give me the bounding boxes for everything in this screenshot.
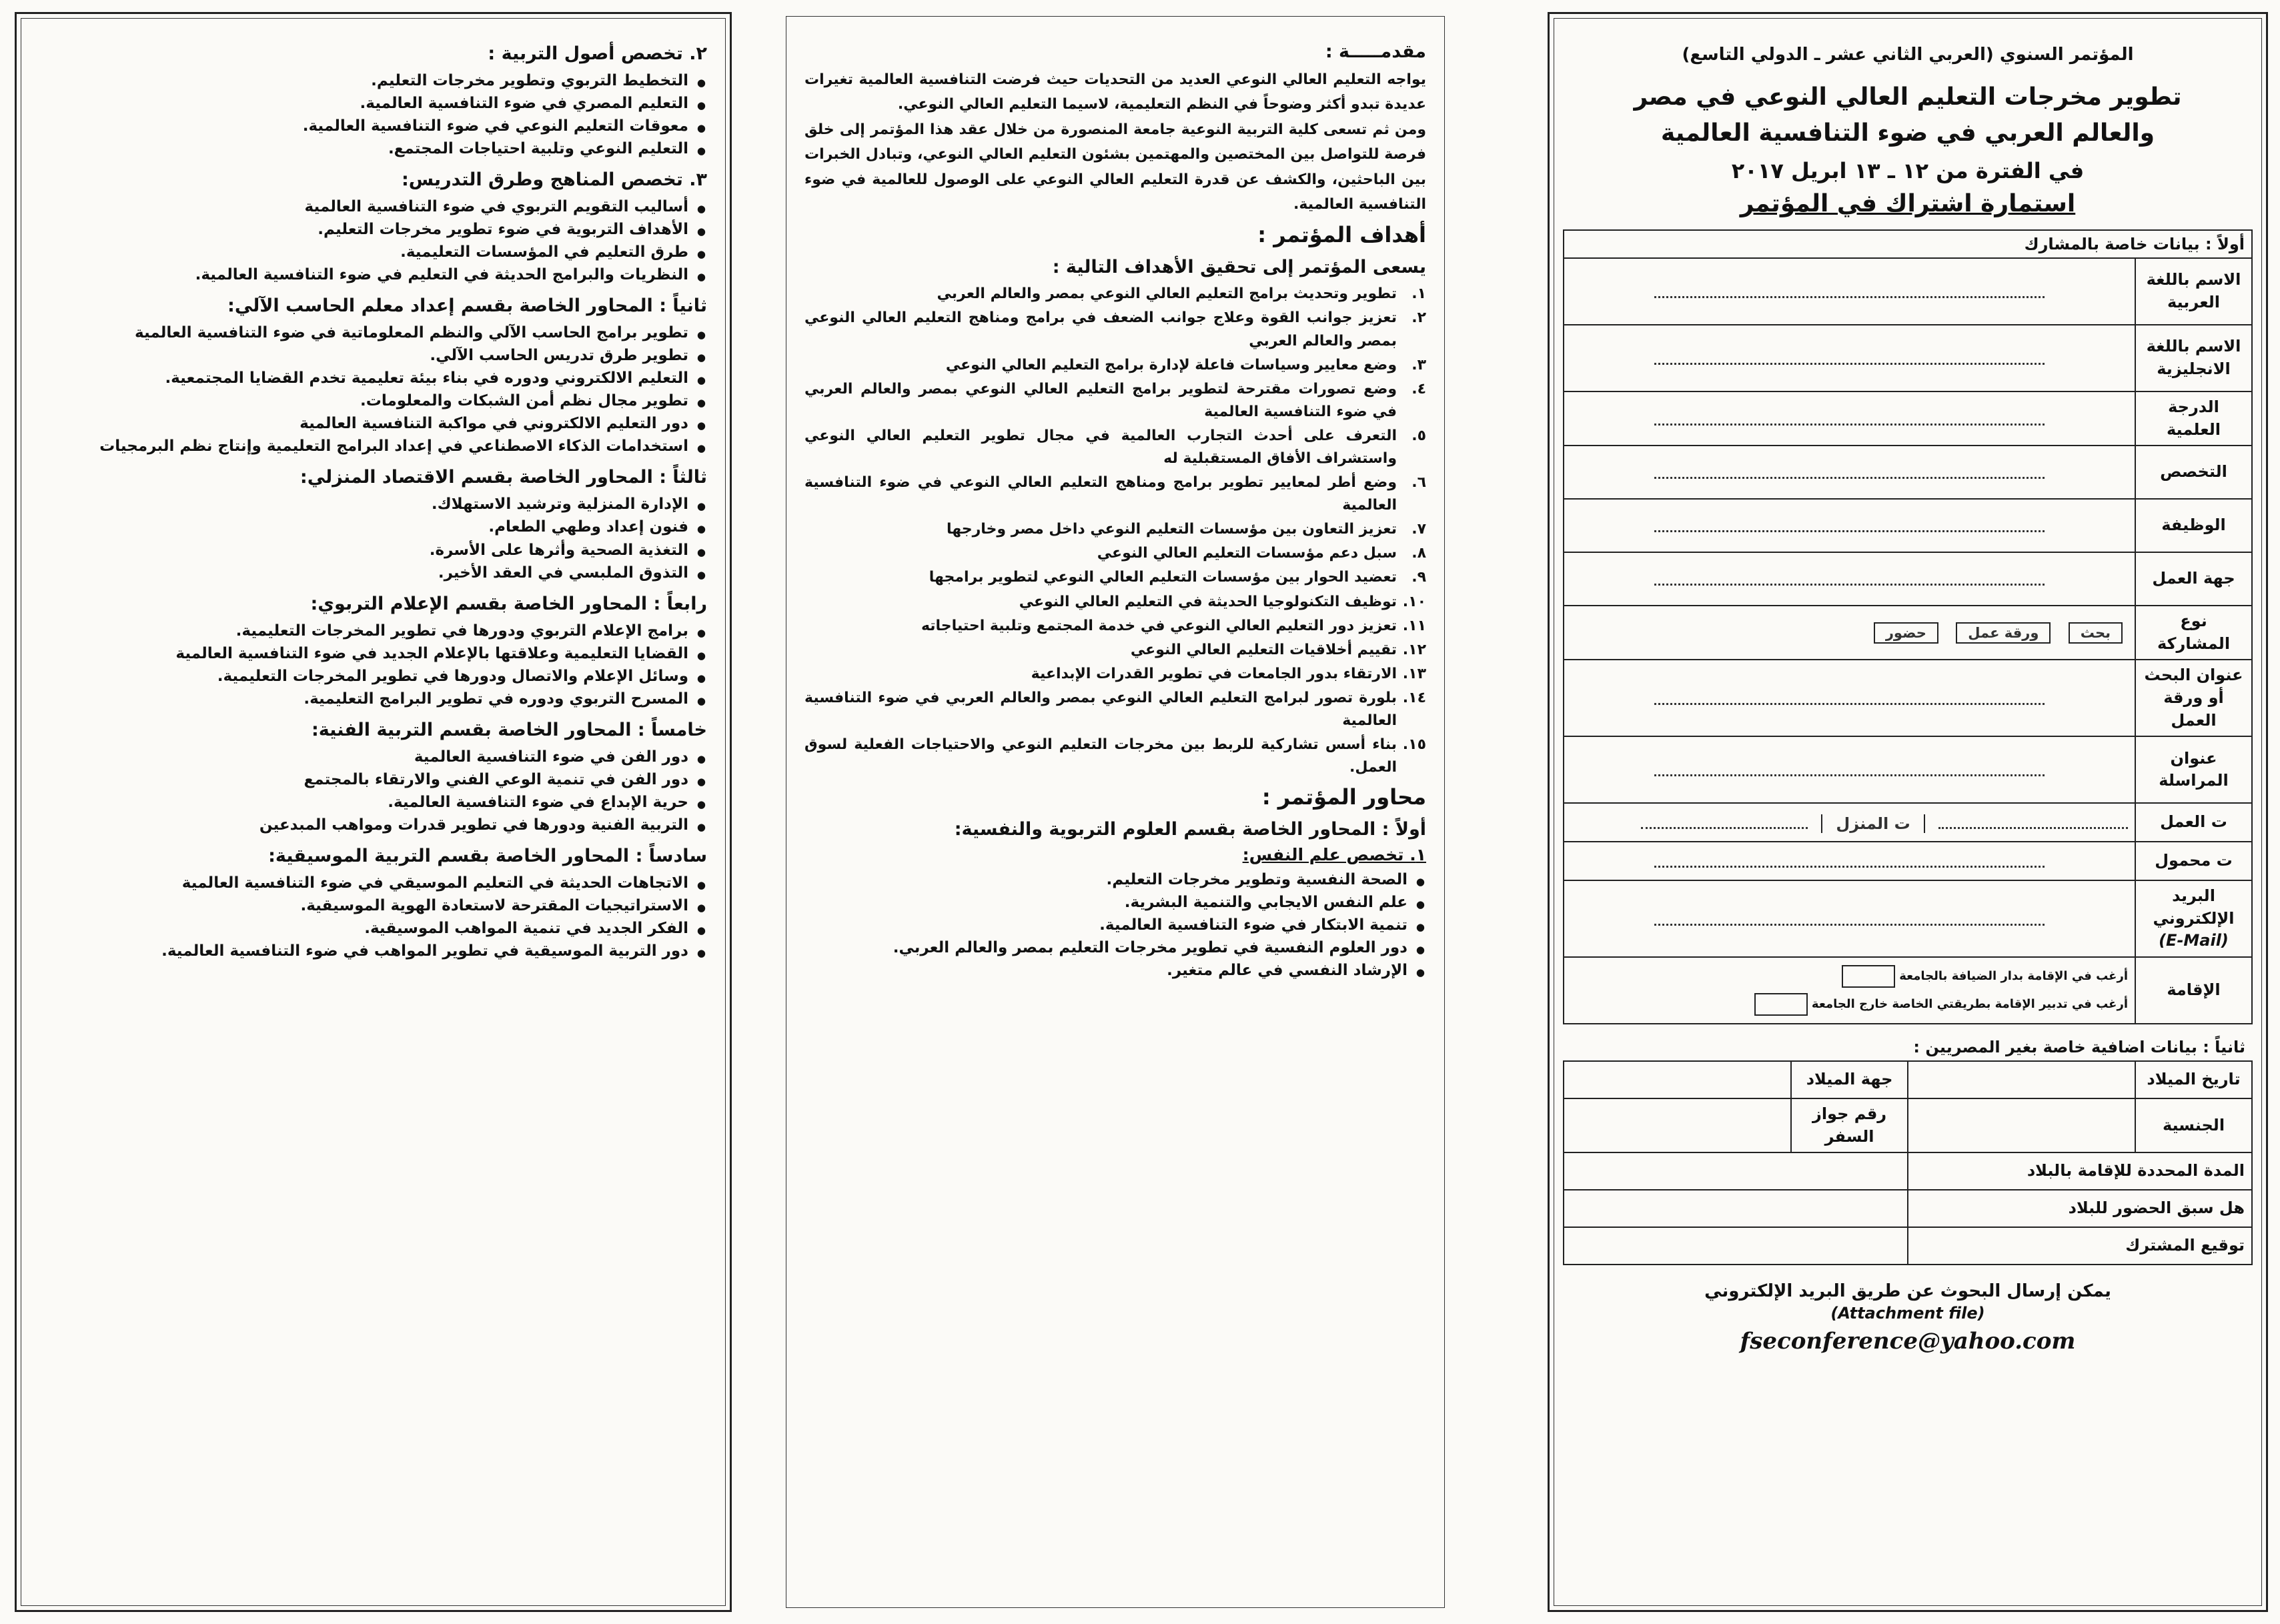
goal-text: تعزيز التعاون بين مؤسسات التعليم النوعي داخل مصر وخارجها [946,521,1397,538]
list-item: ● دور الفن في تنمية الوعي الفني والارتقاء بالمجتمع [39,768,707,791]
goal-number: ٧. [1411,521,1426,538]
list-item: ● التعليم الالكتروني ودوره في بناء بيئة تعليمية تخدم القضايا المجتمعية. [39,367,707,389]
goal-number: ١١. [1402,617,1426,634]
signature-field[interactable] [1564,1227,1908,1265]
accommodation-checkbox-1[interactable] [1842,965,1895,988]
accommodation-options [1564,957,2135,1024]
accommodation-option-1: أرغب في الإقامة بدار الضيافة بالجامعة [1899,968,2128,983]
specialty-field[interactable] [1564,446,2135,499]
intro-paragraph: ومن ثم تسعى كلية التربية النوعية جامعة المنصورة من خلال عقد هذا المؤتمر إلى خلق فرصة للتواصل بين المختصين والمهتمين بشئون التعليم العالي النوعي، وتبادل الخبرات بين الباحثين، والكشف عن قدرة التعليم العالي النوعي على الوصول للعالمية في ضوء التنافسية العالمية. [804,121,1426,213]
list-item: ● تطوير برامج الحاسب الآلي والنظم المعلوماتية في ضوء التنافسية العالمية [39,321,707,344]
list-item: ● وسائل الإعلام والاتصال ودورها في تطوير المخرجات التعليمية. [39,665,707,688]
field-label: الاسم باللغة العربية [2135,258,2252,325]
phones-field[interactable] [1564,803,2135,842]
list-item: ● النظريات والبرامج الحديثة في التعليم في ضوء التنافسية العالمية. [39,263,707,286]
list-item: ● القضايا التعليمية وعلاقتها بالإعلام الجديد في ضوء التنافسية العالمية [39,642,707,665]
intro-title: مقدمـــــة : [1325,41,1426,62]
goal-text: التعرف على أحدث التجارب العالمية في مجال تطوير التعليم العالي النوعي واستشراف الأفاق المستقبلية له [804,427,1397,467]
paper-title-field[interactable] [1564,660,2135,736]
goal-text: وضع تصورات مقترحة لتطوير برامج التعليم العالي النوعي بمصر والعالم العربي في ضوء التنافسية العالمية [804,380,1397,420]
email-label: البريد الإلكتروني [2153,886,2235,928]
goal-text: تعضيد الحوار بين مؤسسات التعليم العالي النوعي لتطوير برامجها [929,569,1397,586]
goal-item [804,472,1426,517]
mobile-field[interactable] [1564,842,2135,880]
email-field[interactable] [1564,880,2135,957]
goal-item [804,283,1426,305]
goal-number: ١٣. [1402,665,1426,682]
middle-panel [782,12,1449,1612]
section-title: ٢. تخصص أصول التربية : [488,43,707,64]
list-item: ● طرق التعليم في المؤسسات التعليمية. [39,241,707,263]
right-panel [1548,12,2268,1612]
option-workpaper[interactable]: ورقة عمل [1956,622,2051,644]
goal-number: ٥. [1411,427,1426,444]
conference-title-line: والعالم العربي في ضوء التنافسية العالمية [1660,119,2155,147]
list-item: ● الاتجاهات الحديثة في التعليم الموسيقي في ضوء التنافسية العالمية [39,872,707,894]
field-label: رقم جواز السفر [1791,1098,1908,1152]
footer [1563,1281,2253,1355]
goal-item [804,518,1426,541]
field-label: الإقامة [2135,957,2252,1024]
goal-number: ٢. [1411,309,1426,327]
goal-text: تطوير وتحديث برامج التعليم العالي النوعي بمصر والعالم العربي [937,285,1397,303]
list-item: ● برامج الإعلام التربوي ودورها في تطوير المخرجات التعليمية. [39,620,707,642]
list-item: ● الإرشاد النفسي في عالم متغير. [804,959,1426,982]
participation-type-options[interactable] [1564,606,2135,660]
option-research[interactable]: بحث [2069,622,2123,644]
list-item: ● الفكر الجديد في تنمية المواهب الموسيقية. [39,917,707,940]
section-title: سادساً : المحاور الخاصة بقسم التربية الموسيقية: [268,845,707,866]
home-phone-label: ت المنزل [1821,814,1924,833]
goal-text: وضع معايير وسياسات فاعلة لإدارة برامج التعليم العالي النوعي [945,356,1397,373]
pob-field[interactable] [1564,1061,1791,1098]
goal-item [804,566,1426,589]
list-item: ● حرية الإبداع في ضوء التنافسية العالمية. [39,791,707,814]
goal-text: تعزيز جوانب القوة وعلاج جوانب الضعف في برامج ومناهج التعليم العالي النوعي بمصر والعالم العربي [804,309,1397,349]
goal-text: سبل دعم مؤسسات التعليم العالي النوعي [1097,545,1397,562]
list-item: ● الاستراتيجيات المقترحة لاستعادة الهوية الموسيقية. [39,894,707,917]
list-item: ● التخطيط التربوي وتطوير مخرجات التعليم. [39,69,707,92]
field-label: توقيع المشترك [1908,1227,2252,1265]
bullet-list [39,69,707,160]
goal-item [804,639,1426,662]
goal-number: ٤. [1411,380,1426,397]
list-item: ● التذوق الملبسي في العقد الأخير. [39,562,707,584]
goal-item [804,663,1426,686]
bullet-list [39,195,707,286]
list-item: ● التغذية الصحية وأثرها على الأسرة. [39,539,707,562]
accommodation-option-2: أرغب في تدبير الإقامة بطريقتي الخاصة خارج الجامعة [1811,996,2128,1011]
non-egyptian-form [1563,1034,2253,1265]
list-item: ● التعليم المصري في ضوء التنافسية العالمية. [39,92,707,115]
option-attendance[interactable]: حضور [1874,622,1938,644]
field-label: تاريخ الميلاد [2135,1061,2252,1098]
participant-form [1563,229,2253,1024]
visited-field[interactable] [1564,1190,1908,1227]
goal-number: ٣. [1411,356,1426,373]
field-label: عنوان البحث أو ورقة العمل [2135,660,2252,736]
list-item: ● تطوير مجال نظم أمن الشبكات والمعلومات. [39,389,707,412]
list-item: ● الصحة النفسية وتطوير مخرجات التعليم. [804,868,1426,891]
field-label: الجنسية [2135,1098,2252,1152]
field-label: نوع المشاركة [2135,606,2252,660]
field-label: عنوان المراسلة [2135,736,2252,803]
section-title: خامساً : المحاور الخاصة بقسم التربية الفنية: [312,719,707,740]
goal-item [804,354,1426,377]
goal-text: الارتقاء بدور الجامعات في تطوير القدرات الإبداعية [1031,665,1397,682]
footer-note: يمكن إرسال البحوث عن طريق البريد الإلكتروني [1704,1281,2111,1302]
field-label: المدة المحددة للإقامة بالبلاد [1908,1152,2252,1190]
degree-field[interactable] [1564,391,2135,446]
field-label: الوظيفة [2135,499,2252,552]
list-item: ● دور التعليم الالكتروني في مواكبة التنافسية العالمية [39,412,707,435]
bullet-list [39,321,707,458]
nationality-field[interactable] [1908,1098,2135,1152]
name-en-field[interactable] [1564,325,2135,391]
section-title: ثانياً : المحاور الخاصة بقسم إعداد معلم الحاسب الآلي: [227,295,707,317]
goal-item [804,591,1426,614]
passport-field[interactable] [1564,1098,1791,1152]
footer-attachment: (Attachment file) [1830,1304,1985,1323]
form-section-title: ثانياً : بيانات اضافية خاصة بغير المصريين : [1564,1034,2252,1061]
name-ar-field[interactable] [1564,258,2135,325]
field-label: هل سبق الحضور للبلاد [1908,1190,2252,1227]
intro-paragraph: يواجه التعليم العالي النوعي العديد من التحديات حيث فرضت التنافسية العالمية تغيرات عديدة تبدو أكثر وضوحاً في النظم التعليمية، لاسيما التعليم العالي النوعي. [804,71,1426,113]
goal-item [804,615,1426,638]
section-title: ثالثاً : المحاور الخاصة بقسم الاقتصاد المنزلي: [300,467,707,488]
list-item: ● التعليم النوعي وتلبية احتياجات المجتمع. [39,137,707,160]
goal-text: بناء أسس تشاركية للربط بين مخرجات التعليم النوعي والاحتياجات الفعلية لسوق العمل. [804,736,1397,776]
list-item: ● فنون إعداد وطهي الطعام. [39,516,707,538]
goal-item [804,425,1426,470]
psych-title: ١. تخصص علم النفس: [1242,845,1426,865]
dob-field[interactable] [1908,1061,2135,1098]
conference-date: في الفترة من ١٢ ـ ١٣ ابريل ٢٠١٧ [1731,158,2085,183]
goal-text: وضع أطر لمعايير تطوير برامج ومناهج التعليم العالي النوعي في ضوء التنافسية العالمية [804,474,1397,514]
goal-number: ١٠. [1402,593,1426,610]
bullet-list [39,872,707,962]
list-item: ● تطوير طرق تدريس الحاسب الآلي. [39,344,707,367]
conference-subtitle: المؤتمر السنوي (العربي الثاني عشر ـ الدولي التاسع) [1682,45,2134,65]
list-item: ● تنمية الابتكار في ضوء التنافسية العالمية. [804,914,1426,936]
goals-list [804,283,1426,779]
bullet-list [39,620,707,710]
conference-title [1563,79,2253,151]
field-label: ت العمل [2135,803,2252,842]
field-label: جهة العمل [2135,552,2252,606]
goal-number: ١٤. [1402,689,1426,706]
goal-item [804,687,1426,732]
list-item: ● دور التربية الموسيقية في تطوير المواهب في ضوء التنافسية العالمية. [39,940,707,962]
list-item: ● دور العلوم النفسية في تطوير مخرجات التعليم بمصر والعالم العربي. [804,936,1426,959]
goal-number: ٦. [1411,474,1426,492]
goal-text: توظيف التكنولوجيا الحديثة في التعليم العالي النوعي [1019,593,1397,610]
goals-subtitle: يسعى المؤتمر إلى تحقيق الأهداف التالية : [1052,257,1426,278]
section-title: رابعاً : المحاور الخاصة بقسم الإعلام التربوي: [310,593,707,614]
job-field[interactable] [1564,499,2135,552]
goal-number: ١. [1411,285,1426,303]
bullet-list [39,493,707,584]
axes-title: محاور المؤتمر : [1261,784,1426,810]
list-item: ● التربية الفنية ودورها في تطوير قدرات ومواهب المبدعين [39,814,707,836]
address-field[interactable] [1564,736,2135,803]
field-label [2135,880,2252,957]
field-label: جهة الميلاد [1791,1061,1908,1098]
list-item: ● استخدامات الذكاء الاصطناعي في إعداد البرامج التعليمية وإنتاج نظم البرمجيات [39,435,707,458]
goal-number: ١٥. [1402,736,1426,754]
bullet-list [39,746,707,836]
field-label: التخصص [2135,446,2252,499]
form-section-title: أولاً : بيانات خاصة بالمشارك [1564,230,2252,258]
bullet-list [804,868,1426,982]
form-title: استمارة اشتراك في المؤتمر [1740,190,2076,217]
section-title: ٣. تخصص المناهج وطرق التدريس: [401,169,707,191]
goal-number: ١٢. [1402,641,1426,658]
goal-number: ٩. [1411,569,1426,586]
accommodation-checkbox-2[interactable] [1754,993,1808,1016]
list-item: ● المسرح التربوي ودوره في تطوير البرامج التعليمية. [39,688,707,710]
email-label-en: (E-Mail) [2159,931,2229,950]
list-item: ● أساليب التقويم التربوي في ضوء التنافسية العالمية [39,195,707,218]
goal-item [804,734,1426,779]
goal-text: تعزيز دور التعليم العالي النوعي في خدمة المجتمع وتلبية احتياجاته [921,617,1397,634]
list-item: ● الإدارة المنزلية وترشيد الاستهلاك. [39,493,707,516]
list-item: ● معوقات التعليم النوعي في ضوء التنافسية العالمية. [39,115,707,137]
goal-text: تقييم أخلاقيات التعليم العالي النوعي [1130,641,1397,658]
stay-field[interactable] [1564,1152,1908,1190]
conference-title-line: تطوير مخرجات التعليم العالي النوعي في مصر [1634,83,2182,111]
list-item: ● الأهداف التربوية في ضوء تطوير مخرجات التعليم. [39,218,707,241]
field-label: الاسم باللغة الانجليزية [2135,325,2252,391]
header [1563,45,2253,217]
field-label: الدرجة العلمية [2135,391,2252,446]
field-label: ت محمول [2135,842,2252,880]
goal-number: ٨. [1411,545,1426,562]
goal-item [804,307,1426,352]
axes-first-title: أولاً : المحاور الخاصة بقسم العلوم التربوية والنفسية: [954,819,1426,840]
list-item: ● علم النفس الايجابي والتنمية البشرية. [804,891,1426,914]
goal-item [804,378,1426,424]
list-item: ● دور الفن في ضوء التنافسية العالمية [39,746,707,768]
goals-title: أهداف المؤتمر : [1257,222,1426,248]
left-panel [15,12,732,1612]
contact-email[interactable]: fseconference@yahoo.com [1740,1328,2076,1355]
employer-field[interactable] [1564,552,2135,606]
goal-item [804,542,1426,565]
goal-text: بلورة تصور لبرامج التعليم العالي النوعي بمصر والعالم العربي في ضوء التنافسية العالمية [804,689,1397,730]
